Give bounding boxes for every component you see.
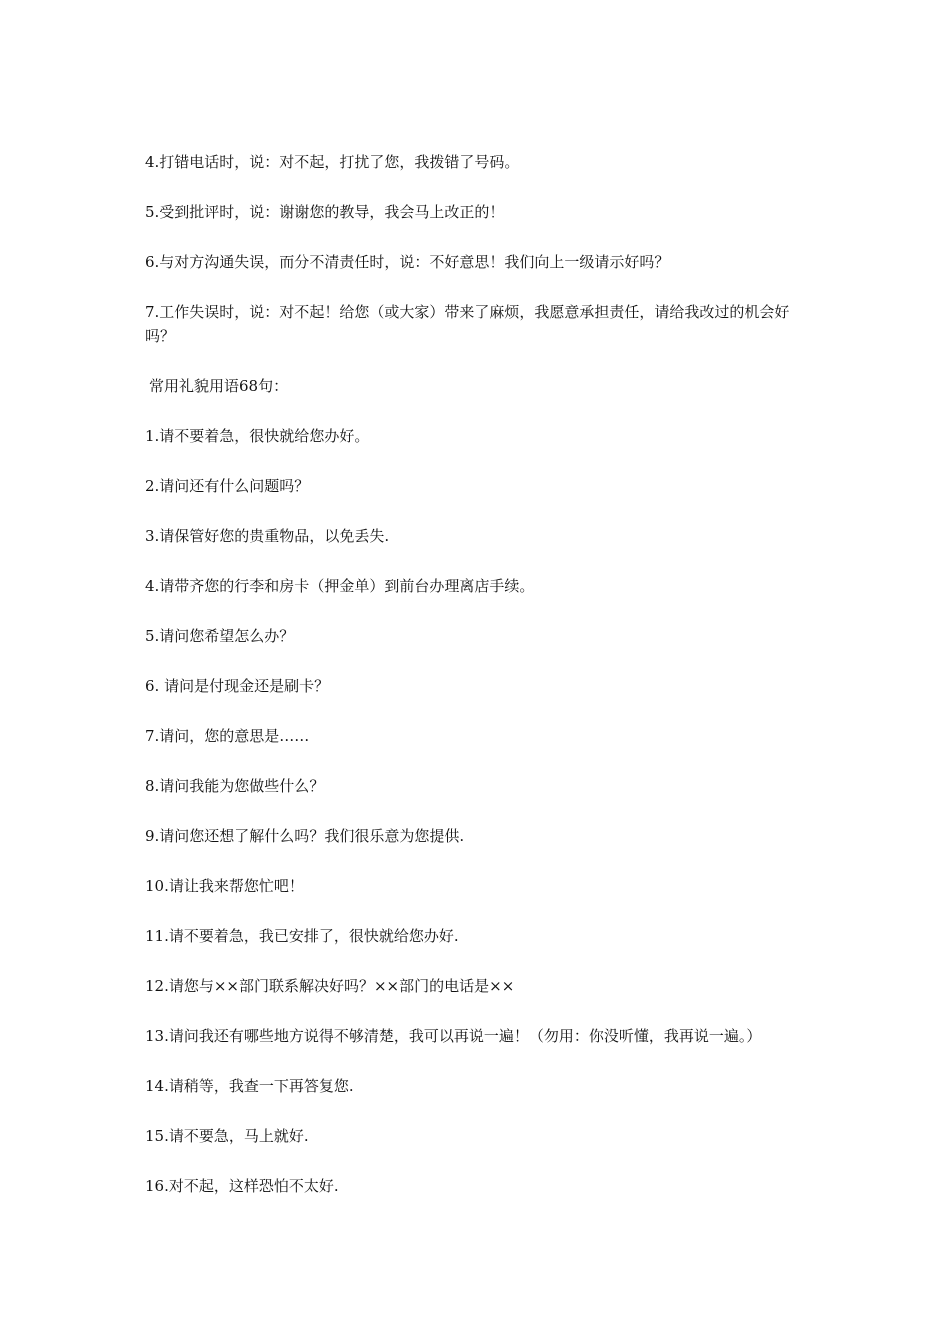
list-item: 4.打错电话时，说：对不起，打扰了您，我拨错了号码。 xyxy=(145,153,520,171)
list-item: 7.请问，您的意思是…… xyxy=(145,727,310,745)
list-item: 11.请不要着急，我已安排了，很快就给您办好. xyxy=(145,927,459,945)
list-item: 8.请问我能为您做些什么？ xyxy=(145,777,325,795)
list-item: 9.请问您还想了解什么吗？我们很乐意为您提供. xyxy=(145,827,465,845)
section-title: 常用礼貌用语68句： xyxy=(149,377,289,395)
list-item: 5.受到批评时，说：谢谢您的教导，我会马上改正的！ xyxy=(145,203,505,221)
list-item: 7.工作失误时，说：对不起！给您（或大家）带来了麻烦，我愿意承担责任，请给我改过的机会好吗？ xyxy=(145,303,790,345)
list-item: 12.请您与××部门联系解决好吗？××部门的电话是×× xyxy=(145,977,515,995)
list-item: 6. 请问是付现金还是刷卡？ xyxy=(145,677,330,695)
list-item: 2.请问还有什么问题吗？ xyxy=(145,477,310,495)
intro-list xyxy=(145,150,815,348)
list-item: 6.与对方沟通失误，而分不清责任时，说：不好意思！我们向上一级请示好吗？ xyxy=(145,253,670,271)
list-item: 10.请让我来帮您忙吧！ xyxy=(145,877,304,895)
list-item: 15.请不要急，马上就好. xyxy=(145,1127,309,1145)
document-body xyxy=(145,150,815,1224)
list-item: 5.请问您希望怎么办？ xyxy=(145,627,295,645)
list-item: 14.请稍等，我查一下再答复您. xyxy=(145,1077,354,1095)
list-item: 3.请保管好您的贵重物品，以免丢失. xyxy=(145,527,390,545)
list-item: 4.请带齐您的行李和房卡（押金单）到前台办理离店手续。 xyxy=(145,577,535,595)
list-item: 13.请问我还有哪些地方说得不够清楚，我可以再说一遍！（勿用：你没听懂，我再说一遍。） xyxy=(145,1027,762,1045)
phrase-list xyxy=(145,424,815,1198)
list-item: 1.请不要着急，很快就给您办好。 xyxy=(145,427,370,445)
list-item: 16.对不起，这样恐怕不太好. xyxy=(145,1177,339,1195)
